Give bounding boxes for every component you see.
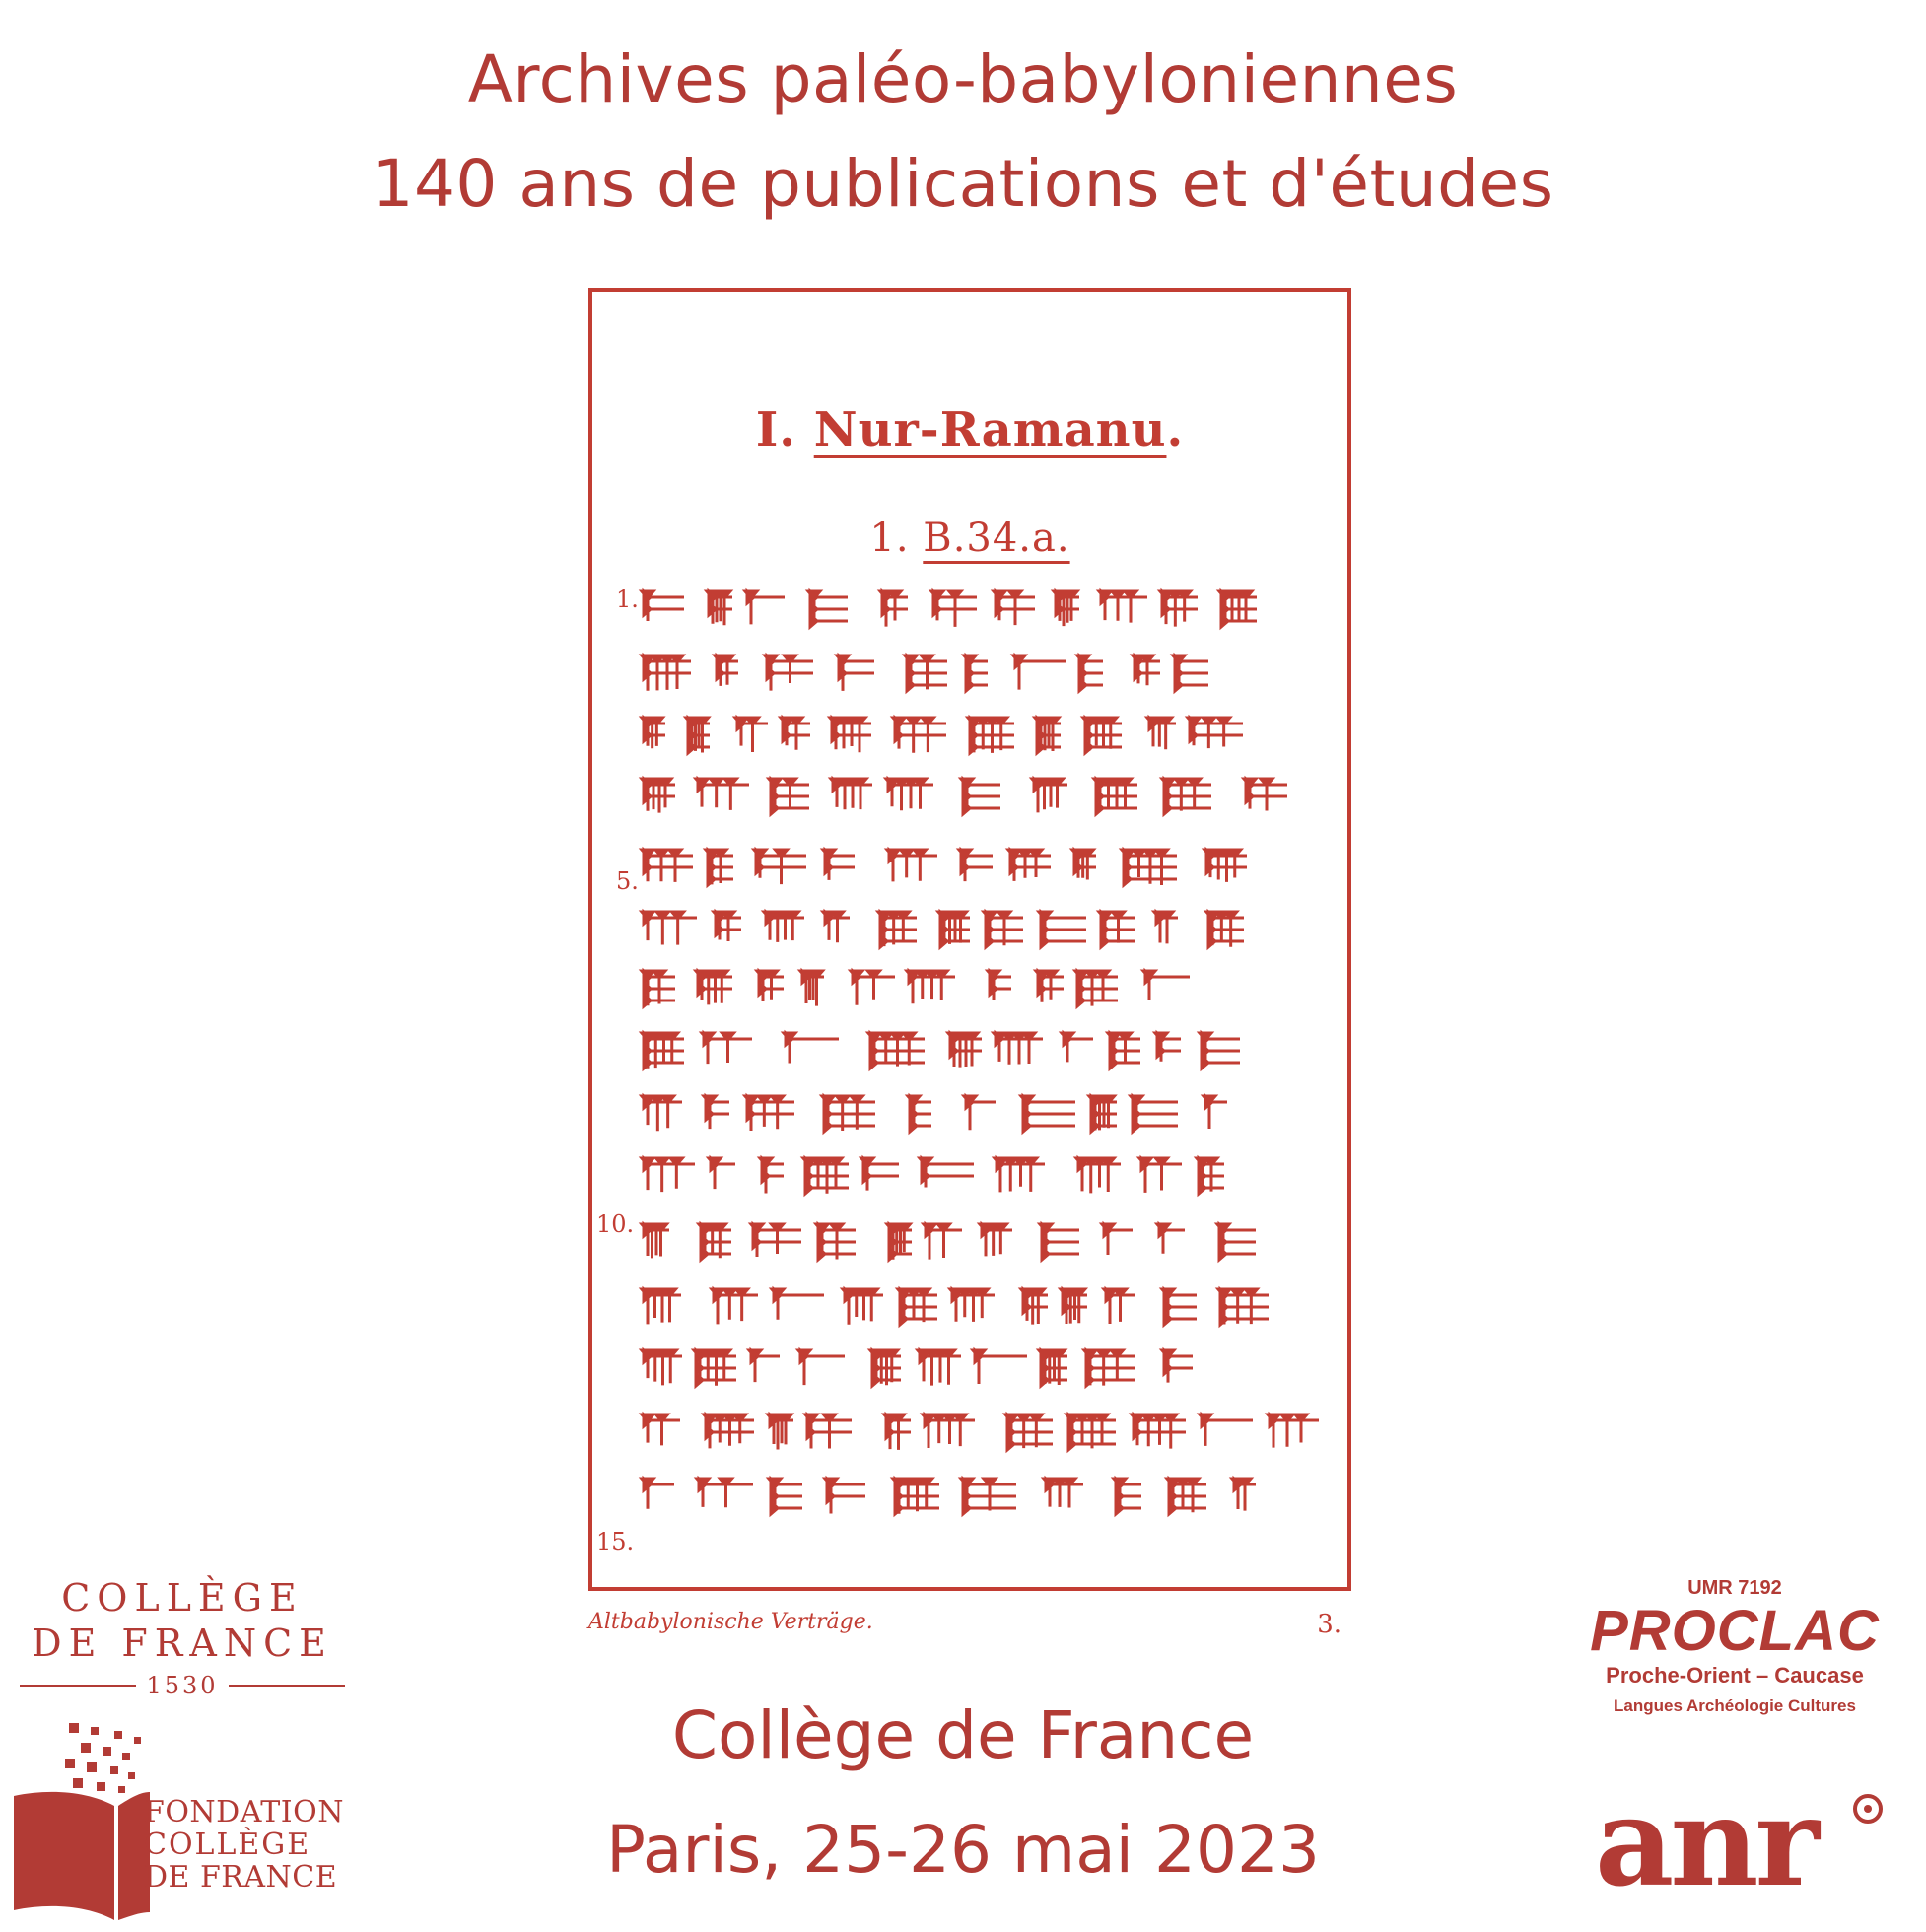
cuneiform-sign [1094, 779, 1137, 814]
event-date: Paris, 25-26 mai 2023 [606, 1812, 1320, 1888]
cuneiform-sign [1139, 1158, 1182, 1193]
cuneiform-sign [764, 912, 804, 942]
cuneiform-sign [1021, 1096, 1075, 1132]
cuneiform-sign [1108, 1033, 1140, 1069]
cuneiform-sign [1077, 656, 1103, 691]
cuneiform-sign [907, 971, 955, 1003]
title-line-1: Archives paléo-babyloniennes [467, 41, 1459, 117]
cuneiform-sign [1204, 1096, 1227, 1129]
cuneiform-sign [1083, 718, 1122, 753]
cuneiform-sign [694, 1350, 736, 1386]
cuneiform-sign [880, 591, 908, 627]
cuneiform-sign [878, 912, 917, 947]
cuneiform-sign [642, 1289, 681, 1324]
cuneiform-sign [1099, 591, 1147, 623]
cuneiform-sign [1200, 1414, 1253, 1446]
cuneiform-sign [757, 971, 784, 1001]
cuneiform-sign [1008, 850, 1051, 881]
cuneiform-sign [1143, 971, 1190, 1000]
plate-title-suffix: . [1166, 402, 1185, 457]
cuneiform-sign [642, 1414, 680, 1445]
cuneiform-sign [948, 1033, 982, 1068]
cuneiform-sign [760, 1158, 784, 1194]
cuneiform-sign [861, 1158, 899, 1191]
cuneiform-sign [1032, 779, 1067, 812]
line-number-10: 10. [596, 1210, 635, 1238]
cuneiform-sign [816, 1224, 856, 1260]
cuneiform-sign [1206, 912, 1244, 947]
cuneiform-sign [642, 1033, 684, 1069]
cuneiform-sign [994, 591, 1035, 625]
cuneiform-sign [924, 1224, 962, 1260]
cuneiform-sign [1268, 1414, 1319, 1448]
cuneiform-sign [784, 1033, 839, 1064]
cuneiform-sign [642, 850, 693, 882]
cuneiform-sign [973, 1350, 1027, 1384]
cuneiform-sign [696, 971, 732, 1004]
cdf-logo-year: 1530 [146, 1672, 219, 1699]
cuneiform-sign [1036, 971, 1064, 1002]
proclac-region: Proche-Orient – Caucase [1606, 1663, 1864, 1688]
cuneiform-sign [800, 971, 824, 1006]
cuneiform-sign [1035, 718, 1061, 753]
cuneiform-sign [1005, 1414, 1053, 1450]
cuneiform-sign [995, 1158, 1045, 1192]
cuneiform-sign [959, 850, 993, 881]
plate-caption: Altbabylonische Verträge. [588, 1610, 873, 1634]
cuneiform-sign [923, 1414, 975, 1448]
fondation-line3: DE FRANCE [144, 1860, 338, 1895]
cuneiform-sign [1173, 656, 1208, 691]
cuneiform-sign [830, 718, 871, 752]
cuneiform-sign [1099, 912, 1135, 947]
cuneiform-sign [805, 1414, 852, 1448]
cuneiform-sign [642, 1479, 674, 1509]
cuneiform-sign [1217, 1224, 1256, 1260]
cuneiform-sign [642, 1096, 682, 1131]
cuneiform-sign [1104, 1289, 1135, 1324]
cuneiform-sign [1102, 1224, 1133, 1255]
cuneiform-sign [1162, 1289, 1197, 1325]
cuneiform-sign [837, 656, 874, 691]
cuneiform-sign [642, 1224, 669, 1258]
cuneiform-sign [1157, 1224, 1185, 1254]
cuneiform-sign [808, 591, 848, 627]
event-place: Collège de France [671, 1697, 1255, 1773]
cuneiform-sign [950, 1289, 995, 1322]
cuneiform-sign [884, 1414, 911, 1450]
cuneiform-sign [1076, 1158, 1121, 1193]
cuneiform-sign [1084, 1350, 1135, 1386]
cdf-logo-year-row [20, 1672, 345, 1699]
cuneiform-sign [751, 1224, 801, 1257]
cuneiform-sign [697, 1479, 753, 1507]
plate-page-number: 3. [1317, 1610, 1341, 1639]
cuneiform-sign [868, 1033, 925, 1069]
cuneiform-sign [642, 1350, 682, 1385]
cuneiform-sign [908, 1096, 931, 1132]
cuneiform-sign [1244, 779, 1287, 810]
plate-subtitle-prefix: 1. [869, 516, 910, 561]
umr-label: UMR 7192 [1687, 1577, 1782, 1599]
cuneiform-sign [1162, 1350, 1193, 1383]
cuneiform-sign [893, 718, 946, 753]
cuneiform-sign [905, 656, 947, 691]
line-number-1: 1. [616, 586, 639, 613]
cuneiform-sign [642, 656, 691, 691]
line-number-5: 5. [616, 867, 639, 895]
cuneiform-sign [642, 1158, 695, 1192]
plate-title-name: Nur-Ramanu [813, 402, 1167, 457]
cuneiform-sign [870, 1350, 901, 1386]
cuneiform-sign [1162, 779, 1211, 814]
cuneiform-sign [712, 1289, 758, 1324]
cuneiform-sign [1044, 1479, 1083, 1507]
cuneiform-sign [843, 1289, 883, 1325]
college-de-france-logo [20, 1575, 345, 1699]
cuneiform-sign [1021, 1289, 1048, 1325]
cuneiform-sign [642, 779, 675, 813]
anr-logo: anr [1595, 1771, 1816, 1914]
cuneiform-sign [964, 656, 988, 691]
cuneiform-sign [798, 1350, 845, 1385]
cuneiform-sign [696, 779, 749, 810]
cuneiform-sign [1013, 656, 1066, 690]
line-number-15: 15. [596, 1528, 635, 1555]
cuneiform-sign [886, 779, 933, 810]
cuneiform-sign [887, 850, 937, 881]
cuneiform-sign [769, 1479, 802, 1514]
cuneiform-sign [735, 718, 768, 752]
cuneiform-sign [749, 1350, 780, 1382]
cuneiform-sign [988, 971, 1011, 1000]
cuneiform-sign [1054, 591, 1079, 626]
cdf-logo-line1: COLLÈGE [61, 1576, 304, 1620]
cuneiform-sign [1160, 591, 1198, 627]
cuneiform-sign [931, 591, 977, 627]
cuneiform-signs-drawing [577, 284, 1365, 1654]
cuneiform-sign [1122, 850, 1177, 885]
cdf-logo-line2: DE FRANCE [32, 1622, 333, 1665]
cuneiform-sign [984, 912, 1023, 947]
proclac-name: PROCLAC [1590, 1599, 1880, 1663]
cuneiform-sign [706, 850, 733, 885]
cuneiform-sign [1133, 656, 1160, 685]
cuneiform-sign [851, 971, 895, 1005]
cuneiform-sign [1154, 912, 1178, 943]
cuneiform-sign [715, 656, 738, 686]
cuneiform-sign [1075, 971, 1118, 1006]
cuneiform-sign [1114, 1479, 1141, 1514]
cuneiform-sign [961, 1479, 1016, 1514]
cuneiform-sign [938, 912, 970, 947]
cuneiform-sign [765, 656, 813, 691]
cuneiform-sign [1072, 850, 1096, 879]
cuneiform-sign [831, 779, 872, 809]
cuneiform-sign [898, 1289, 937, 1325]
cuneiform-sign [1039, 912, 1086, 947]
cuneiform-sign [642, 718, 665, 748]
cuneiform-sign [781, 718, 810, 750]
cuneiform-sign [1039, 1350, 1067, 1386]
fondation-line2: COLLÈGE [144, 1828, 311, 1862]
cuneiform-sign [745, 591, 785, 624]
cuneiform-sign [964, 1096, 996, 1130]
cuneiform-sign [702, 1033, 752, 1064]
cuneiform-sign [1131, 1096, 1178, 1132]
cuneiform-sign [893, 1479, 939, 1514]
proclac-fields: Langues Archéologie Cultures [1614, 1696, 1856, 1715]
cuneiform-sign [699, 1224, 731, 1260]
cuneiform-sign [961, 779, 1000, 814]
cuneiform-sign [1219, 591, 1257, 627]
cuneiform-sign [686, 718, 710, 753]
title-line-2: 140 ans de publications et d'études [372, 146, 1554, 222]
cuneiform-sign [1089, 1096, 1117, 1132]
cuneiform-sign [642, 912, 697, 945]
cuneiform-sign [769, 779, 809, 814]
cuneiform-sign [1218, 1289, 1269, 1325]
cuneiform-sign [714, 912, 741, 941]
cuneiform-sign [823, 850, 855, 880]
cuneiform-sign [918, 1350, 961, 1386]
cuneiform-sign [825, 1479, 865, 1513]
cuneiform-sign [709, 1158, 735, 1189]
cuneiform-sign [1188, 718, 1243, 748]
cuneiform-sign [1132, 1414, 1186, 1449]
cuneiform-sign [754, 850, 806, 884]
cuneiform-sign [1200, 1033, 1240, 1069]
cuneiform-sign [1204, 850, 1247, 882]
cuneiform-plate [577, 284, 1365, 1654]
cuneiform-sign [745, 1096, 794, 1131]
cuneiform-sign [1066, 1414, 1116, 1450]
cuneiform-sign [1167, 1479, 1206, 1514]
registered-mark-icon [1853, 1794, 1883, 1824]
cuneiform-sign [704, 1414, 754, 1448]
cuneiform-sign [968, 718, 1014, 753]
cuneiform-sign [772, 1289, 824, 1320]
cuneiform-sign [1061, 1289, 1087, 1324]
cuneiform-sign [822, 1096, 875, 1132]
cuneiform-sign [642, 971, 675, 1006]
cuneiform-sign [1062, 1033, 1093, 1062]
fondation-logo-text [144, 1796, 344, 1894]
cuneiform-sign [994, 1033, 1043, 1065]
cuneiform-sign [1232, 1479, 1256, 1511]
cuneiform-sign [1147, 718, 1176, 749]
cuneiform-sign [980, 1224, 1012, 1256]
cuneiform-sign [1155, 1033, 1181, 1062]
cuneiform-sign [1197, 1158, 1224, 1194]
cuneiform-sign [642, 591, 684, 621]
cuneiform-sign [803, 1158, 849, 1194]
plate-title-prefix: I. [755, 402, 796, 457]
cuneiform-sign [920, 1158, 974, 1187]
plate-subtitle-ref: B.34.a. [923, 516, 1070, 561]
cuneiform-sign [707, 591, 732, 625]
fondation-line1: FONDATION [144, 1795, 344, 1829]
cuneiform-sign [887, 1224, 912, 1260]
proclac-logo [1577, 1577, 1892, 1716]
cuneiform-sign [823, 912, 850, 942]
cuneiform-sign [1040, 1224, 1079, 1260]
cuneiform-sign [704, 1096, 729, 1129]
cuneiform-sign [768, 1414, 793, 1450]
